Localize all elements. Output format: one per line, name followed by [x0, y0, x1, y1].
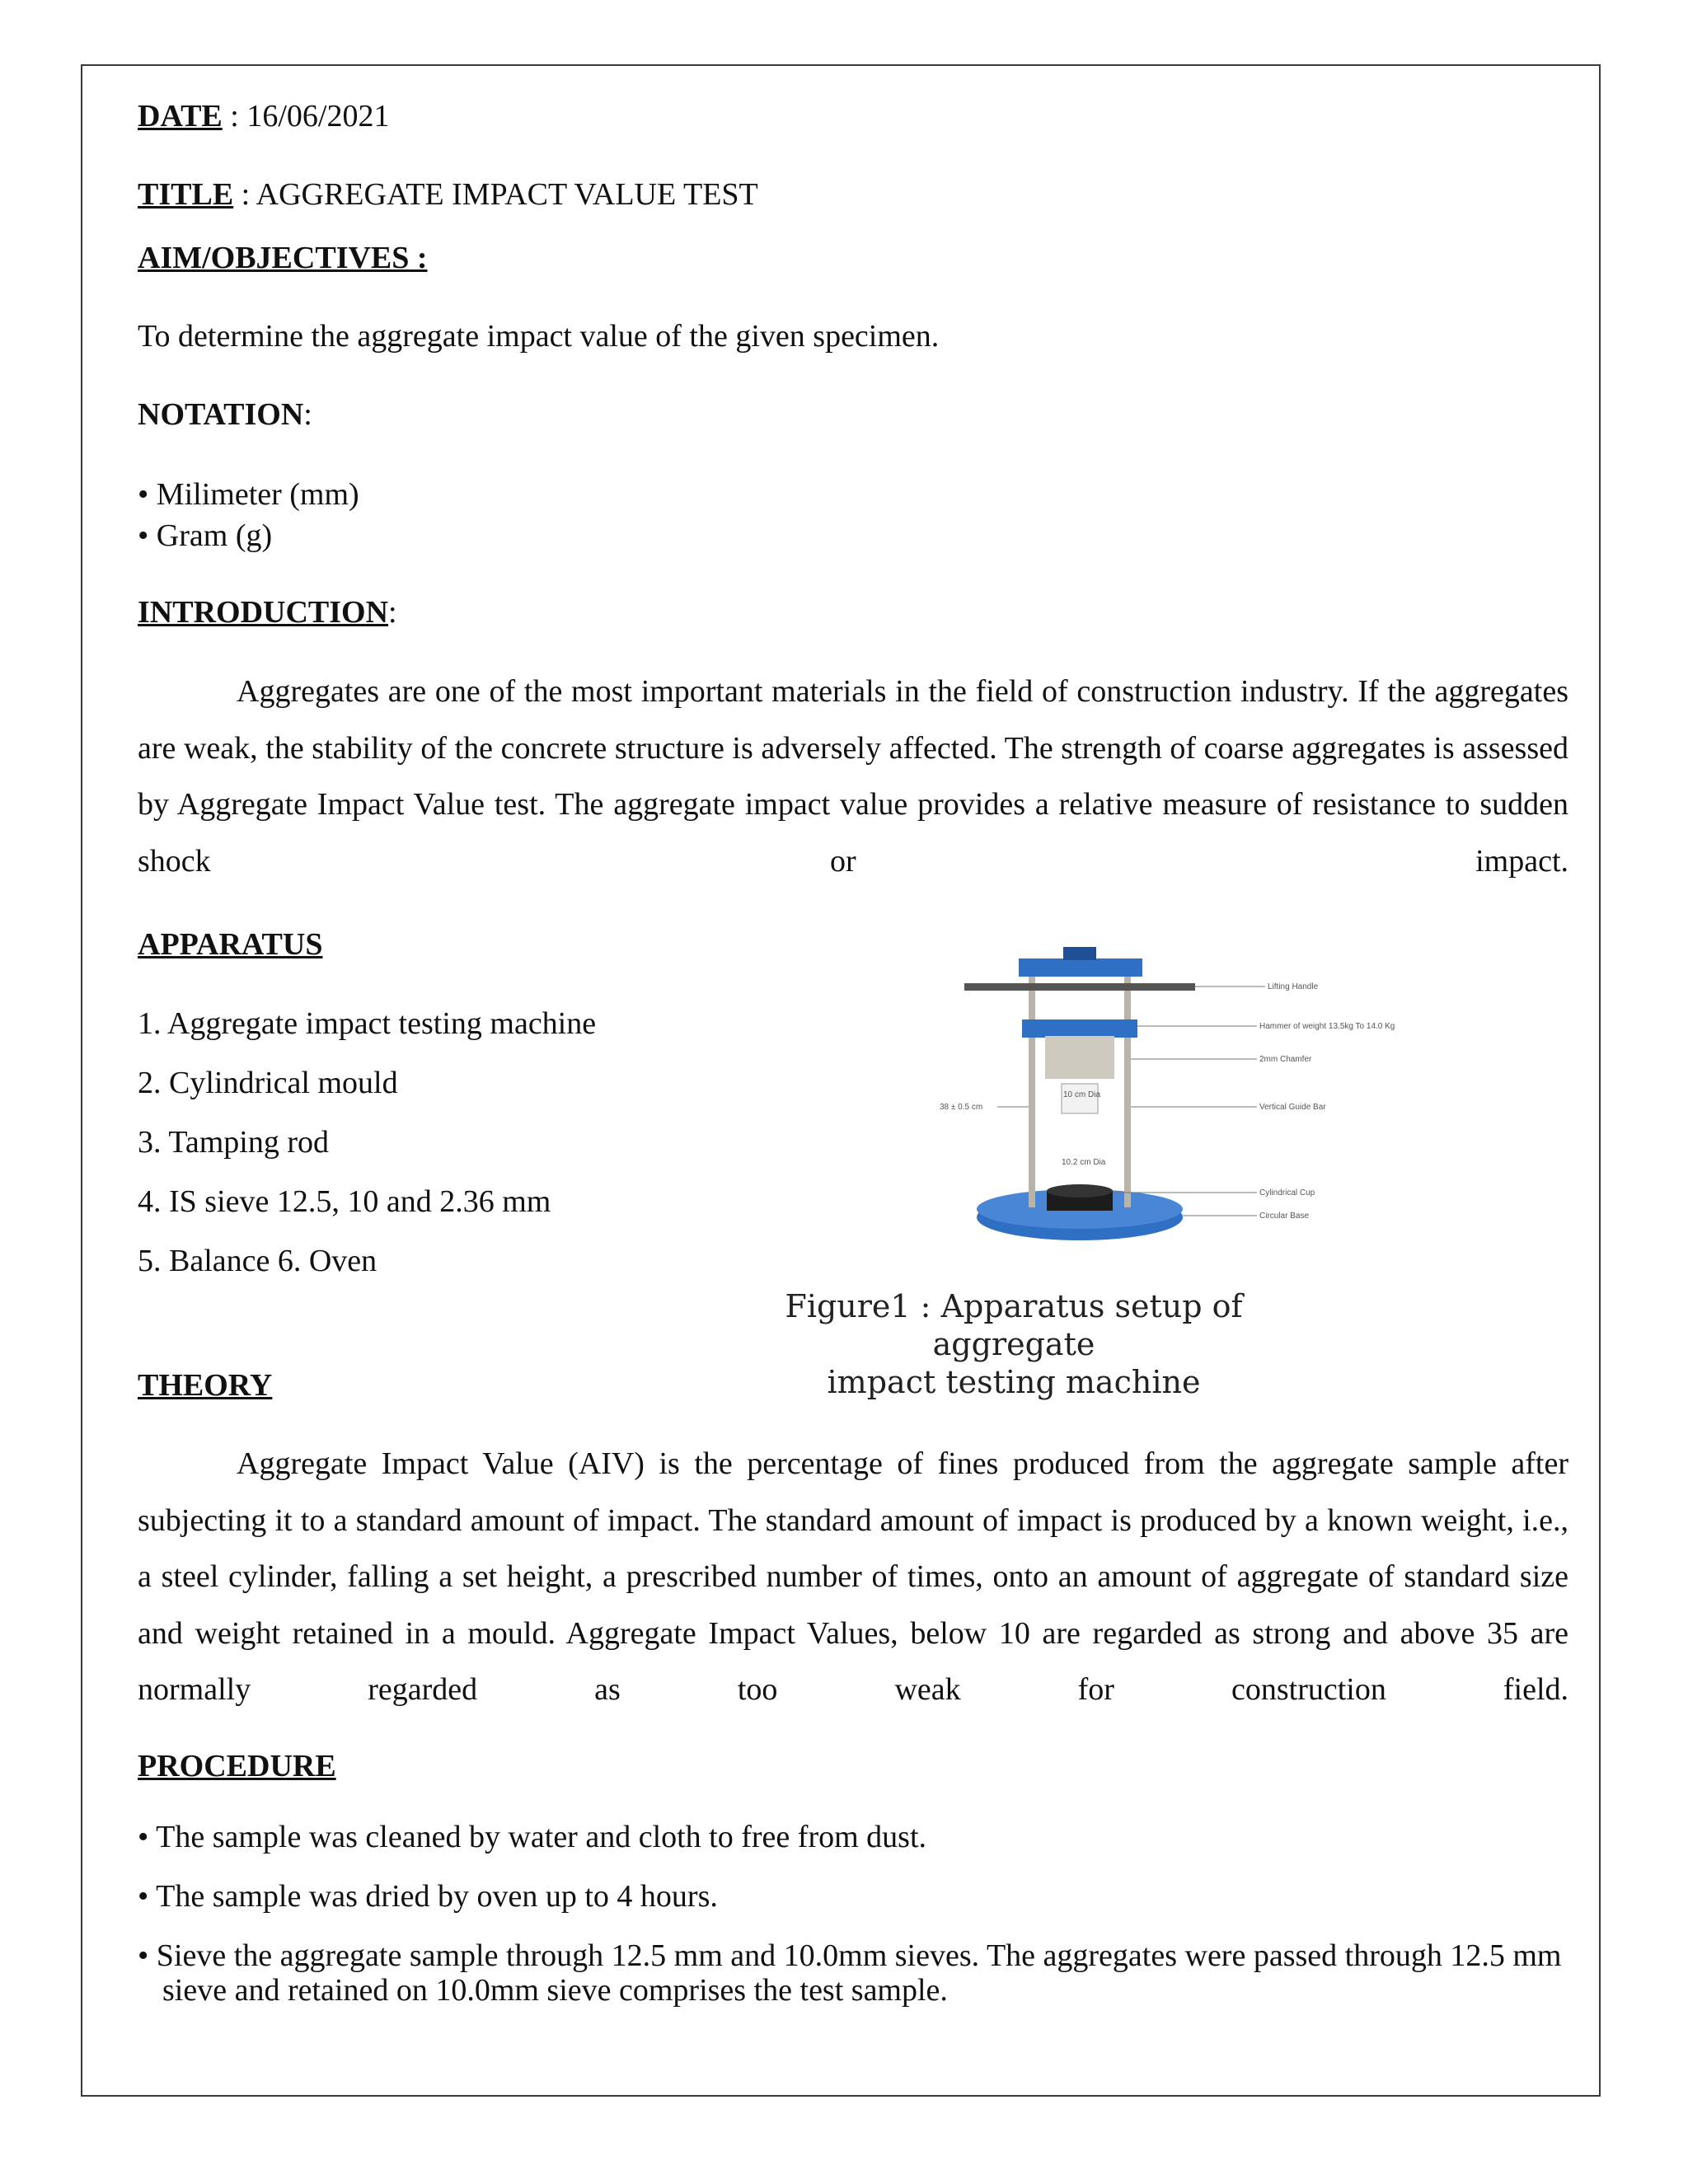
notation-item: • Milimeter (mm): [138, 477, 359, 512]
cup-top: [1047, 1184, 1113, 1197]
apparatus-heading: [138, 926, 322, 963]
notation-list: [138, 474, 359, 556]
date-label: DATE: [138, 99, 223, 134]
introduction-heading-colon: :: [388, 595, 397, 630]
procedure-heading: [138, 1747, 336, 1785]
apparatus-list: [138, 994, 596, 1291]
procedure-item: • The sample was cleaned by water and cloth to free from dust.: [138, 1820, 926, 1854]
hammer-carriage: [1022, 1019, 1137, 1038]
date-value: : 16/06/2021: [222, 99, 390, 134]
theory-heading: [138, 1366, 272, 1404]
apparatus-heading-text: APPARATUS: [138, 927, 323, 962]
impact-machine-figure: [940, 944, 1395, 1249]
introduction-heading: [138, 593, 397, 631]
apparatus-item: 4. IS sieve 12.5, 10 and 2.36 mm: [138, 1184, 551, 1219]
label-base: Circular Base: [1259, 1212, 1310, 1221]
notation-heading-text: NOTATION: [138, 397, 304, 432]
theory-paragraph: Aggregate Impact Value (AIV) is the percentage of fines produced from the aggregate sample after subjecting it to a standard amount of impact. The standard amount of impact is produced by a known weight, i.e., a steel cylinder, falling a set height, a prescribed number of times, onto an amount of aggregate of standard size and weight retained in a mould. Aggregate Impact Values, below 10 are regarded as strong and above 35 are normally regarded as too weak for construction field.: [138, 1446, 1568, 1707]
apparatus-item: 3. Tamping rod: [138, 1125, 330, 1160]
procedure-heading-text: PROCEDURE: [138, 1749, 336, 1783]
figure-caption-line2: impact testing machine: [827, 1364, 1201, 1400]
apparatus-item: 2. Cylindrical mould: [138, 1066, 398, 1100]
figure-caption: [725, 1287, 1302, 1401]
apparatus-item: 1. Aggregate impact testing machine: [138, 1006, 597, 1041]
theory-heading-text: THEORY: [138, 1368, 273, 1403]
figure-caption-line1: Figure1 : Apparatus setup of aggregate: [785, 1288, 1243, 1362]
label-cup: Cylindrical Cup: [1259, 1188, 1315, 1197]
procedure-item: • Sieve the aggregate sample through 12.5 mm and 10.0mm sieves. The aggregates were passed through 12.5 mm sieve and retained on 10.0mm sieve comprises the test sample.: [138, 1938, 1562, 2008]
top-clamp: [1063, 947, 1096, 960]
label-chamfer: 2mm Chamfer: [1259, 1055, 1312, 1064]
introduction-paragraph: Aggregates are one of the most important materials in the field of construction industry. If the aggregates are weak, the stability of the concrete structure is adversely affected. The strength of coarse aggregates is assessed by Aggregate Impact Value test. The aggregate impact value provides a relative measure of resistance to sudden shock or impact.: [138, 674, 1568, 879]
label-height: 38 ± 0.5 cm: [940, 1103, 983, 1112]
aim-heading: [138, 239, 428, 277]
aim-text: To determine the aggregate impact value of the given specimen.: [138, 319, 940, 354]
label-dia-top: 10 cm Dia: [1063, 1090, 1101, 1099]
notation-item: • Gram (g): [138, 518, 273, 553]
label-hammer: Hammer of weight 13.5kg To 14.0 Kg: [1259, 1022, 1395, 1031]
top-frame: [1019, 958, 1142, 977]
notation-heading: [138, 396, 312, 434]
introduction-heading-text: INTRODUCTION: [138, 595, 389, 630]
notation-heading-colon: :: [303, 397, 312, 432]
title-line: [138, 176, 758, 213]
apparatus-item: 5. Balance 6. Oven: [138, 1244, 377, 1278]
aim-heading-text: AIM/OBJECTIVES: [138, 241, 410, 275]
lifting-handle-shape: [964, 983, 1195, 991]
guide-bar-right: [1124, 968, 1131, 1207]
procedure-item: • The sample was dried by oven up to 4 hours.: [138, 1879, 718, 1914]
hammer-shape: [1045, 1036, 1114, 1079]
label-guide-bar: Vertical Guide Bar: [1259, 1103, 1326, 1112]
title-value: : AGGREGATE IMPACT VALUE TEST: [233, 177, 758, 212]
guide-bar-left: [1029, 968, 1035, 1207]
date-line: [138, 97, 389, 135]
procedure-list: [138, 1820, 1572, 2008]
aim-heading-colon: :: [409, 241, 428, 275]
label-dia-cup: 10.2 cm Dia: [1062, 1158, 1106, 1167]
label-lifting-handle: Lifting Handle: [1268, 982, 1319, 991]
title-label: TITLE: [138, 177, 234, 212]
